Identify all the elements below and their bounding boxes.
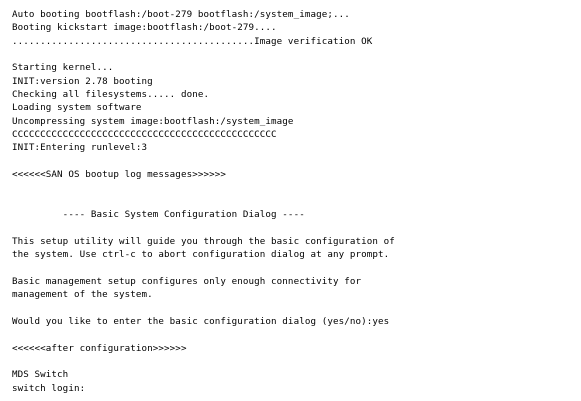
console-line: This setup utility will guide you through the basic configuration of	[12, 235, 395, 247]
console-line: Basic management setup configures only enough connectivity for	[12, 275, 362, 287]
console-line	[12, 195, 577, 208]
console-line: Uncompressing system image:bootflash:/system_image	[12, 115, 294, 127]
console-line	[12, 262, 577, 275]
console-line: ...........................................Image verification OK	[12, 35, 373, 47]
console-line: Starting kernel...	[12, 62, 114, 74]
console-line: <<<<<<SAN OS bootup log messages>>>>>>	[12, 169, 226, 181]
console-line	[12, 328, 577, 341]
console-line	[12, 48, 577, 61]
console-line: INIT:version 2.78 booting	[12, 75, 153, 87]
console-line: CCCCCCCCCCCCCCCCCCCCCCCCCCCCCCCCCCCCCCCCCCCCCCC	[12, 129, 277, 141]
console-line: <<<<<<after configuration>>>>>>	[12, 342, 187, 354]
console-line	[12, 222, 577, 235]
console-line: Would you like to enter the basic configuration dialog (yes/no):yes	[12, 315, 390, 327]
console-line: MDS Switch	[12, 369, 69, 381]
console-line: Loading system software	[12, 102, 142, 114]
console-line: Booting kickstart image:bootflash:/boot-279....	[12, 22, 277, 34]
console-line: the system. Use ctrl-c to abort configuration dialog at any prompt.	[12, 249, 390, 261]
console-line	[12, 181, 577, 194]
console-line	[12, 302, 577, 315]
console-line: ---- Basic System Configuration Dialog ----	[12, 209, 305, 221]
console-line: management of the system.	[12, 289, 153, 301]
console-line: INIT:Entering runlevel:3	[12, 142, 148, 154]
console-output	[12, 8, 577, 395]
console-line	[12, 155, 577, 168]
console-line: Checking all filesystems..... done.	[12, 89, 210, 101]
console-line: Auto booting bootflash:/boot-279 bootflash:/system_image;...	[12, 9, 350, 20]
console-line	[12, 355, 577, 368]
console-prompt-line[interactable]: switch login:	[12, 382, 86, 394]
